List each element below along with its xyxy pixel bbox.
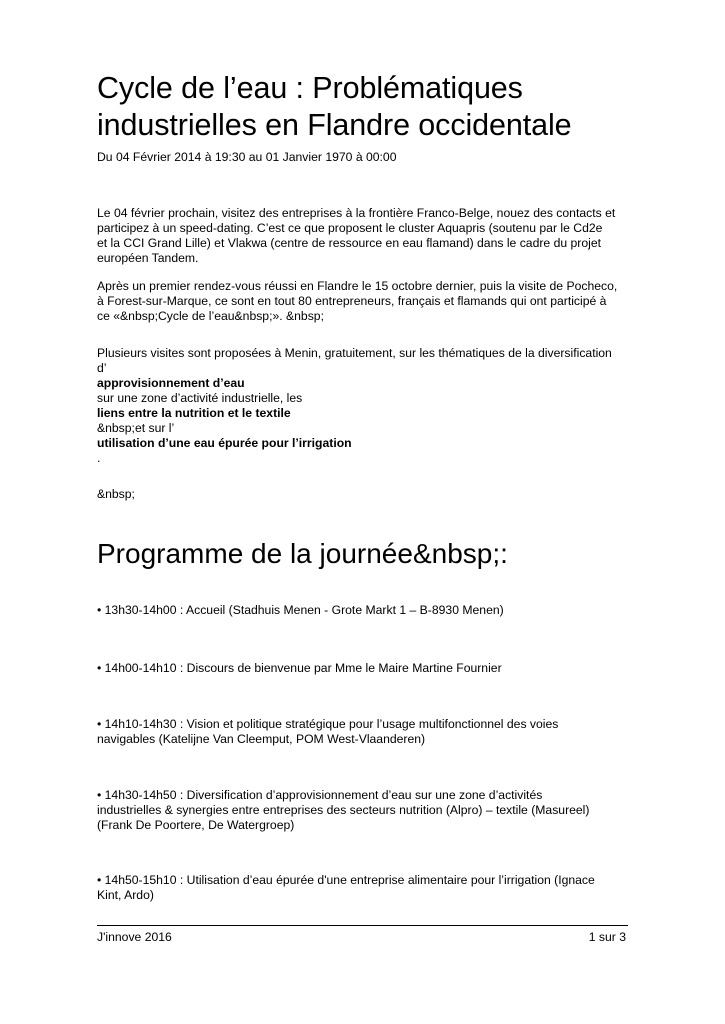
footer-divider xyxy=(97,925,628,926)
text-line: . xyxy=(97,451,101,465)
text-line: Après un premier rendez-vous réussi en Flandre le 15 octobre dernier, puis la visite de Pocheco, xyxy=(97,279,618,293)
text-line: industrielles & synergies entre entreprises des secteurs nutrition (Alpro) – textile (Masureel) xyxy=(97,803,590,817)
second-paragraph xyxy=(97,279,629,324)
highlight-water-supply: approvisionnement d’eau xyxy=(97,376,245,390)
text-line: • 13h30-14h00 : Accueil (Stadhuis Menen - Grote Markt 1 – B-8930 Menen) xyxy=(97,603,504,617)
text-line: Kint, Ardo) xyxy=(97,888,154,902)
text-line: • 14h10-14h30 : Vision et politique stratégique pour l’usage multifonctionnel des voies xyxy=(97,717,559,731)
intro-paragraph xyxy=(97,206,629,266)
title-line: Cycle de l’eau : Problématiques xyxy=(97,71,523,105)
text-line: d’ xyxy=(97,361,107,375)
nbsp-paragraph xyxy=(97,487,629,502)
text-line: ce «&nbsp;Cycle de l’eau&nbsp;». &nbsp; xyxy=(97,309,324,323)
page-number: 1 sur 3 xyxy=(588,930,626,944)
programme-item xyxy=(97,788,629,833)
footer-brand: J'innove 2016 xyxy=(97,930,172,944)
text-line: • 14h00-14h10 : Discours de bienvenue par Mme le Maire Martine Fournier xyxy=(97,661,502,675)
event-date: Du 04 Février 2014 à 19:30 au 01 Janvier 1970 à 00:00 xyxy=(97,150,397,164)
text-line: participez à un speed-dating. C’est ce que proposent le cluster Aquapris (soutenu par le Cd2e xyxy=(97,221,603,235)
text-line: sur une zone d’activité industrielle, les xyxy=(97,391,303,405)
highlight-nutrition-textile: liens entre la nutrition et le textile xyxy=(97,406,291,420)
title-line: industrielles en Flandre occidentale xyxy=(97,108,572,142)
programme-item xyxy=(97,873,629,903)
text-line: Plusieurs visites sont proposées à Menin, gratuitement, sur les thématiques de la diversification xyxy=(97,346,612,360)
text-line: &nbsp;et sur l’ xyxy=(97,421,175,435)
text-line: à Forest-sur-Marque, ce sont en tout 80 entrepreneurs, français et flamands qui ont participé à xyxy=(97,294,607,308)
text-line: &nbsp; xyxy=(97,487,135,501)
programme-item xyxy=(97,717,629,747)
text-line: (Frank De Poortere, De Watergroep) xyxy=(97,818,295,832)
text-line: • 14h30-14h50 : Diversification d’approvisionnement d’eau sur une zone d’activités xyxy=(97,788,543,802)
text-line: • 14h50-15h10 : Utilisation d’eau épurée d'une entreprise alimentaire pour l’irrigation (Ignace xyxy=(97,873,595,887)
programme-heading: Programme de la journée&nbsp;: xyxy=(97,538,508,569)
text-line: européen Tandem. xyxy=(97,251,199,265)
text-line: navigables (Katelijne Van Cleemput, POM West-Vlaanderen) xyxy=(97,732,426,746)
programme-item xyxy=(97,661,629,676)
text-line: Le 04 février prochain, visitez des entreprises à la frontière Franco-Belge, nouez des contacts et xyxy=(97,206,616,220)
text-line: et la CCI Grand Lille) et Vlakwa (centre de ressource en eau flamand) dans le cadre du projet xyxy=(97,236,602,250)
document-page xyxy=(97,0,629,1024)
highlight-irrigation: utilisation d’une eau épurée pour l’irrigation xyxy=(97,436,352,450)
programme-item xyxy=(97,603,629,618)
page-title xyxy=(97,70,629,144)
visits-paragraph xyxy=(97,346,629,466)
